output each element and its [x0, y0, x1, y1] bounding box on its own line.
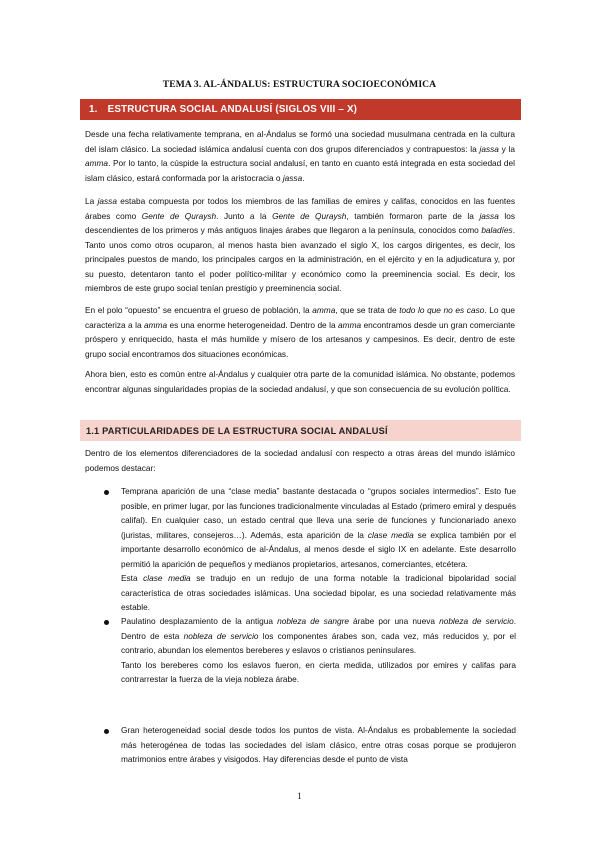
text-run: se tradujo en un redujo de una forma notable la tradicional bipolaridad social característica de otras sociedades islámicas. Una sociedad bipolar, es una sociedad relativamente más estable. [121, 573, 516, 612]
term-nobleza-de-servicio: nobleza de servicio [183, 630, 259, 641]
bullet-item-1 [121, 484, 516, 615]
text-run: los descendientes de los primeros y más antiguos linajes árabes que llegaron a la península, conocidos como [85, 210, 515, 235]
text-run: Temprana aparición de una “clase media” bastante destacada o “grupos sociales intermedios”. Esto fue posible, en primer lugar, por las funciones tradicionalmente vinculadas al Estado (primero emiral y después califal). En cualquier caso, un estado central que lleva una serie de funciones y funcionariado anexo (juristas, militares, consejeros…). Además, esta aparición de la [121, 486, 516, 540]
section-heading-1 [80, 99, 521, 120]
term-jassa: jassa [479, 210, 499, 221]
text-run: . Tanto unos como otros ocuparon, al menos hasta bien avanzado el siglo X, los cargos dirigentes, es decir, los principales puestos de mando, los principales cargos en la administración, en el ejército y en la adjudicatura y, por su puesto, detentaron tanto el poder político-militar y económico como la preeminencia social. Es decir, los miembros de este grupo social tenían prestigio y preeminencia social. [85, 225, 515, 293]
term-baladies: baladíes [481, 225, 513, 235]
text-run: , que se trata de [335, 305, 400, 315]
text-run: . Lo que caracteriza a la [85, 305, 515, 330]
term-jassa: jassa [479, 143, 499, 154]
term-todo-lo-que-no-es-caso: todo lo que no es caso [399, 305, 485, 315]
intro-paragraph-1-1: Dentro de los elementos diferenciadores de la sociedad andalusí con respecto a otras áreas del mundo islámico podemos destacar: [85, 448, 515, 473]
page-number: 1 [297, 791, 302, 801]
text-run: estaba compuesta por todos los miembros de las familias de emires y califas, conocidos en las fuentes árabes como [85, 196, 515, 221]
term-amma: amma [144, 319, 168, 330]
text-run: . [302, 172, 305, 183]
term-amma: amma [85, 158, 109, 168]
text-run: Desde una fecha relativamente temprana, en al-Ándalus se formó una sociedad musulmana centrada en la cultura del islam clásico. La sociedad islámica andalusí cuenta con dos grupos diferenciados y contrapuestos: la [85, 129, 515, 154]
text-run: . Por lo tanto, la cúspide la estructura social andalusí, en tanto en cuanto está integrada en esta sociedad del islam clásico, estará conformada por la aristocracia o [85, 158, 515, 183]
section-heading-text: ESTRUCTURA SOCIAL ANDALUSÍ (SIGLOS VIII – X) [107, 104, 358, 115]
bullet-icon [104, 620, 109, 625]
paragraph-2 [85, 194, 515, 296]
bullet-icon [104, 490, 109, 495]
text-run: , también formaron parte de la [346, 210, 480, 221]
text-run: . Dentro de esta [121, 616, 517, 641]
bullet-item-3: Gran heterogeneidad social desde todos los puntos de vista. Al-Ándalus es probablemente la sociedad más heterogénea de todas las sociedades del islam clásico, entre otras cosas porque se produjeron matrimonios entre árabes y visigodos. Hay diferencias desde el punto de vista [121, 725, 516, 764]
text-run: . Junto a la [216, 210, 273, 221]
text-run: árabe por una nueva [348, 616, 440, 626]
paragraph-4: Ahora bien, esto es común entre al-Ándalus y cualquier otra parte de la comunidad islámica. No obstante, podemos encontrar algunas singularidades propias de la sociedad andalusí, y que son consecuencia de su evolución política. [85, 369, 515, 394]
term-jassa: jassa [282, 172, 303, 183]
term-amma: amma [338, 319, 362, 330]
text-run: los componentes árabes son, cada vez, más reducidos y, por el contrario, abundan los elementos bereberes y eslavos o cristianos peninsulares. [121, 630, 516, 655]
text-run: encontramos desde un gran comerciante próspero y enriquecido, hasta el más humilde y mísero de los artesanos y campesinos. Es decir, dentro de este grupo social encontramos dos situaciones económicas. [85, 319, 515, 359]
bullet-icon [104, 729, 109, 734]
text-run: es una enorme heterogeneidad. Dentro de la [167, 319, 339, 330]
text-run: Esta [121, 573, 144, 583]
text-run: Paulatino desplazamiento de la antigua [121, 616, 278, 626]
text-run: y la [498, 143, 515, 154]
bullet-item-2 [121, 614, 516, 687]
text-run: La [85, 196, 98, 206]
paragraph-1 [85, 127, 515, 185]
term-nobleza-de-sangre: nobleza de sangre [277, 616, 349, 626]
text-run: Tanto los bereberes como los eslavos fueron, en cierta medida, utilizados por emires y califas para contrarrestar la fuerza de la vieja nobleza árabe. [121, 659, 516, 684]
paragraph-3 [85, 303, 515, 361]
term-jassa: jassa [97, 196, 117, 206]
section-heading-1-1: 1.1 PARTICULARIDADES DE LA ESTRUCTURA SOCIAL ANDALUSÍ [80, 420, 521, 441]
text-run: En el polo “opuesto” se encuentra el grueso de población, la [85, 305, 313, 315]
term-amma: amma [312, 305, 336, 315]
term-gente-de-quraysh: Gente de Quraysh [141, 210, 217, 221]
term-clase-media: clase media [367, 529, 414, 540]
term-nobleza-de-servicio: nobleza de servicio [439, 616, 514, 626]
document-title: TEMA 3. AL-ÁNDALUS: ESTRUCTURA SOCIOECONÓMICA [162, 79, 437, 90]
section-number: 1. [89, 104, 98, 115]
text-run: se explica también por el importante desarrollo económico de al-Ándalus, al menos desde el siglo IX en adelante. Este desarrollo permitió la aparición de pequeños y medianos propietarios, artesanos, comerciantes, etcétera. [121, 529, 516, 569]
term-clase-media: clase media [143, 573, 191, 583]
term-gente-de-quraysh: Gente de Quraysh [272, 210, 347, 221]
